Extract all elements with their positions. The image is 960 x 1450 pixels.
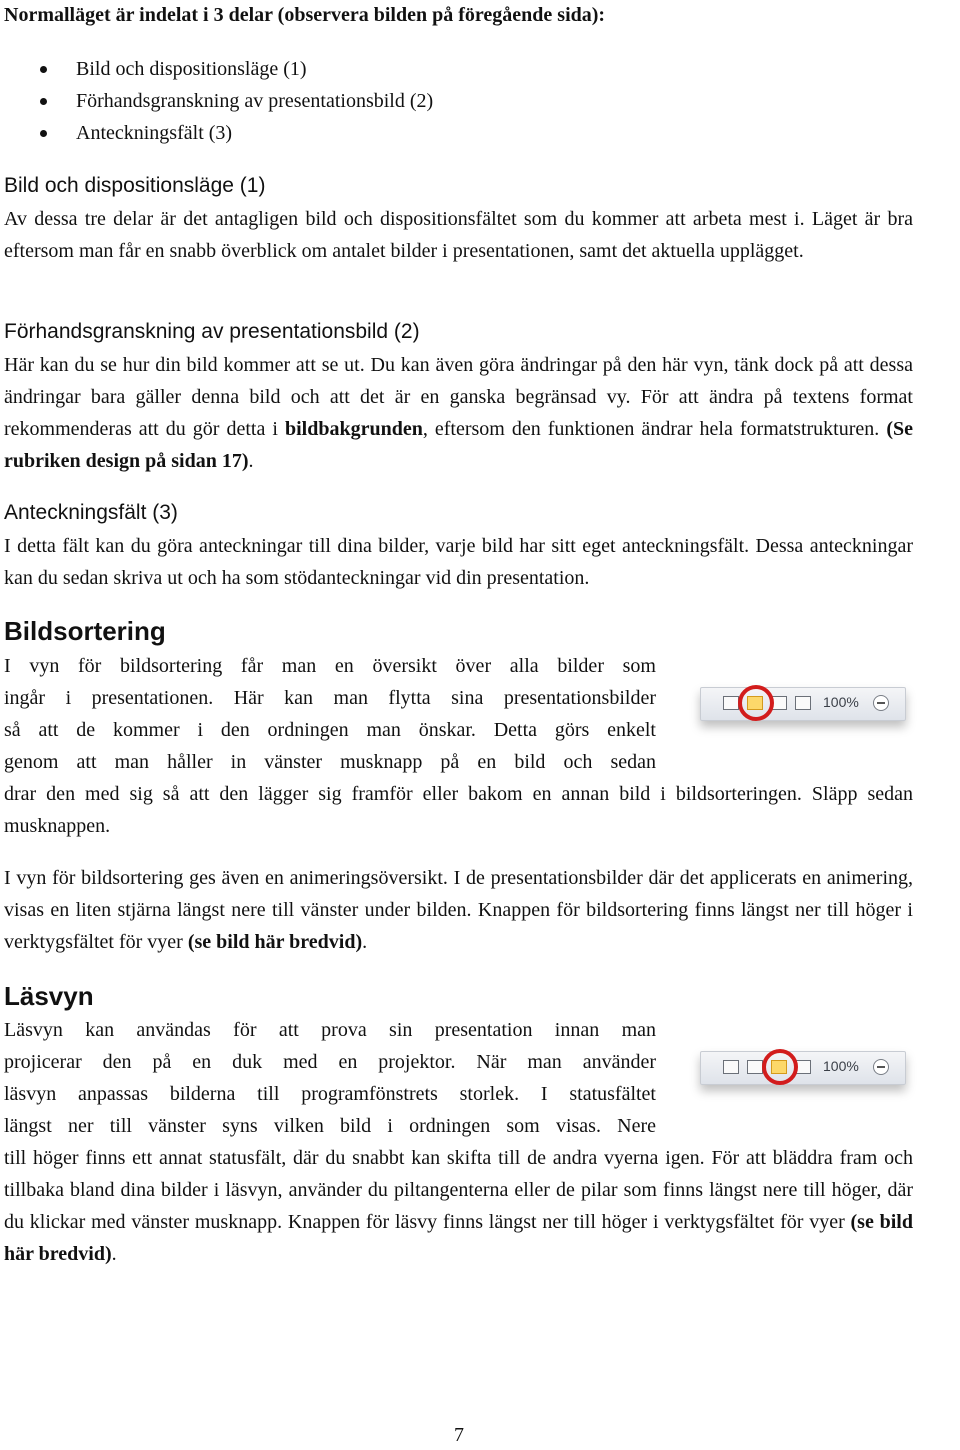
zoom-out-icon [873, 1059, 889, 1075]
bold-run: (se bild här bredvid) [187, 931, 363, 953]
bildsortering-rest: drar den med sig så att den lägger sig framför eller bakom en annan bild i bildsorteringen. Släpp sedan musknappen. [4, 783, 913, 837]
text-line: Läsvyn kan användas för att prova sin presentation innan man [4, 1019, 656, 1041]
bold-run: (Se rubriken design på sidan 17) [4, 418, 913, 472]
text-line: I vyn för bildsortering får man en översikt över alla bilder som [4, 655, 656, 677]
bildsortering-lines [4, 650, 656, 778]
section2-heading: Förhandsgranskning av presentationsbild (2) [4, 320, 420, 343]
zoom-level: 100% [823, 1058, 859, 1074]
text-run: I vyn för bildsortering ges även en animeringsöversikt. I de presentationsbilder där det applicerats en animering, visas en liten stjärna längst nere till vänster under bilden. Knappen för bildsortering finns längst ner till höger i verktygsfältet för vyer [4, 867, 913, 953]
text-run: . [248, 450, 254, 472]
lasvyn-lines [4, 1014, 656, 1142]
text-line: ingår i presentationen. Här kan man flytta sina presentationsbilder [4, 687, 656, 709]
list-item: Anteckningsfält (3) [40, 117, 433, 149]
text-line: längst ner till vänster syns vilken bild i ordningen som visas. Nere [4, 1115, 656, 1137]
bildsortering-para2 [4, 862, 913, 958]
section3-heading: Anteckningsfält (3) [4, 501, 178, 524]
bold-run: (se bild här bredvid) [4, 1211, 913, 1265]
text-line: läsvyn anpassas bilderna till programfönstrets storlek. I statusfältet [4, 1083, 656, 1105]
text-line: projicerar den på en duk med en projektor. När man använder [4, 1051, 656, 1073]
view-toolbar-image-sorter [700, 687, 906, 721]
slide-sorter-icon [747, 1060, 763, 1074]
highlight-circle-icon [762, 1049, 798, 1085]
lasvyn-heading: Läsvyn [4, 981, 94, 1011]
section3-text: I detta fält kan du göra anteckningar till dina bilder, varje bild har sitt eget anteckningsfält. Dessa anteckningar kan du sedan skriva ut och ha som stödanteckningar vid din presentation. [4, 535, 913, 589]
zoom-out-icon [873, 695, 889, 711]
text-run: . [111, 1243, 117, 1265]
section1-text: Av dessa tre delar är det antagligen bild och dispositionsfältet som du kommer att arbeta mest i. Läget är bra eftersom man får en snabb överblick om antalet bilder i presentationen, samt det aktuella upplägget. [4, 208, 913, 262]
text-run: . [362, 931, 368, 953]
text-line: genom att man håller in vänster musknapp på en bild och sedan [4, 751, 656, 773]
text-run: till höger finns ett annat statusfält, där du snabbt kan skifta till de andra vyerna igen. För att bläddra fram och tillbaka bland dina bilder i läsvyn, använder du piltangenterna eller de pilar som finns längst nere till höger, där du klickar med vänster musknapp. Knappen för läsvy finns längst ner till höger i verktygsfältet för vyer [4, 1147, 913, 1233]
text-run: , eftersom den funktionen ändrar hela formatstrukturen. [422, 418, 887, 440]
list-item: Bild och dispositionsläge (1) [40, 53, 433, 85]
text-line: så att de kommer i den ordningen man önskar. Detta görs enkelt [4, 719, 656, 741]
bold-run: bildbakgrunden [284, 418, 423, 440]
intro-text: Normalläget är indelat i 3 delar (observera bilden på föregående sida): [4, 4, 606, 26]
view-toolbar-image-reading [700, 1051, 906, 1085]
parts-list [40, 53, 433, 149]
slideshow-icon [795, 696, 811, 710]
section2-text [4, 349, 913, 477]
highlight-circle-icon [738, 685, 774, 721]
page-number: 7 [454, 1424, 464, 1446]
normal-view-icon [723, 1060, 739, 1074]
list-item: Förhandsgranskning av presentationsbild (2) [40, 85, 433, 117]
text-run: Här kan du se hur din bild kommer att se ut. Du kan även göra ändringar på den här vyn, tänk dock på att dessa ändringar bara gäller denna bild och att det är en ganska begränsad vy. För att ändra på textens format rekommenderas att du gör detta i [4, 354, 913, 440]
section1-heading: Bild och dispositionsläge (1) [4, 174, 266, 197]
lasvyn-rest [4, 1142, 913, 1270]
normal-view-icon [723, 696, 739, 710]
zoom-level: 100% [823, 694, 859, 710]
bildsortering-heading: Bildsortering [4, 616, 166, 646]
